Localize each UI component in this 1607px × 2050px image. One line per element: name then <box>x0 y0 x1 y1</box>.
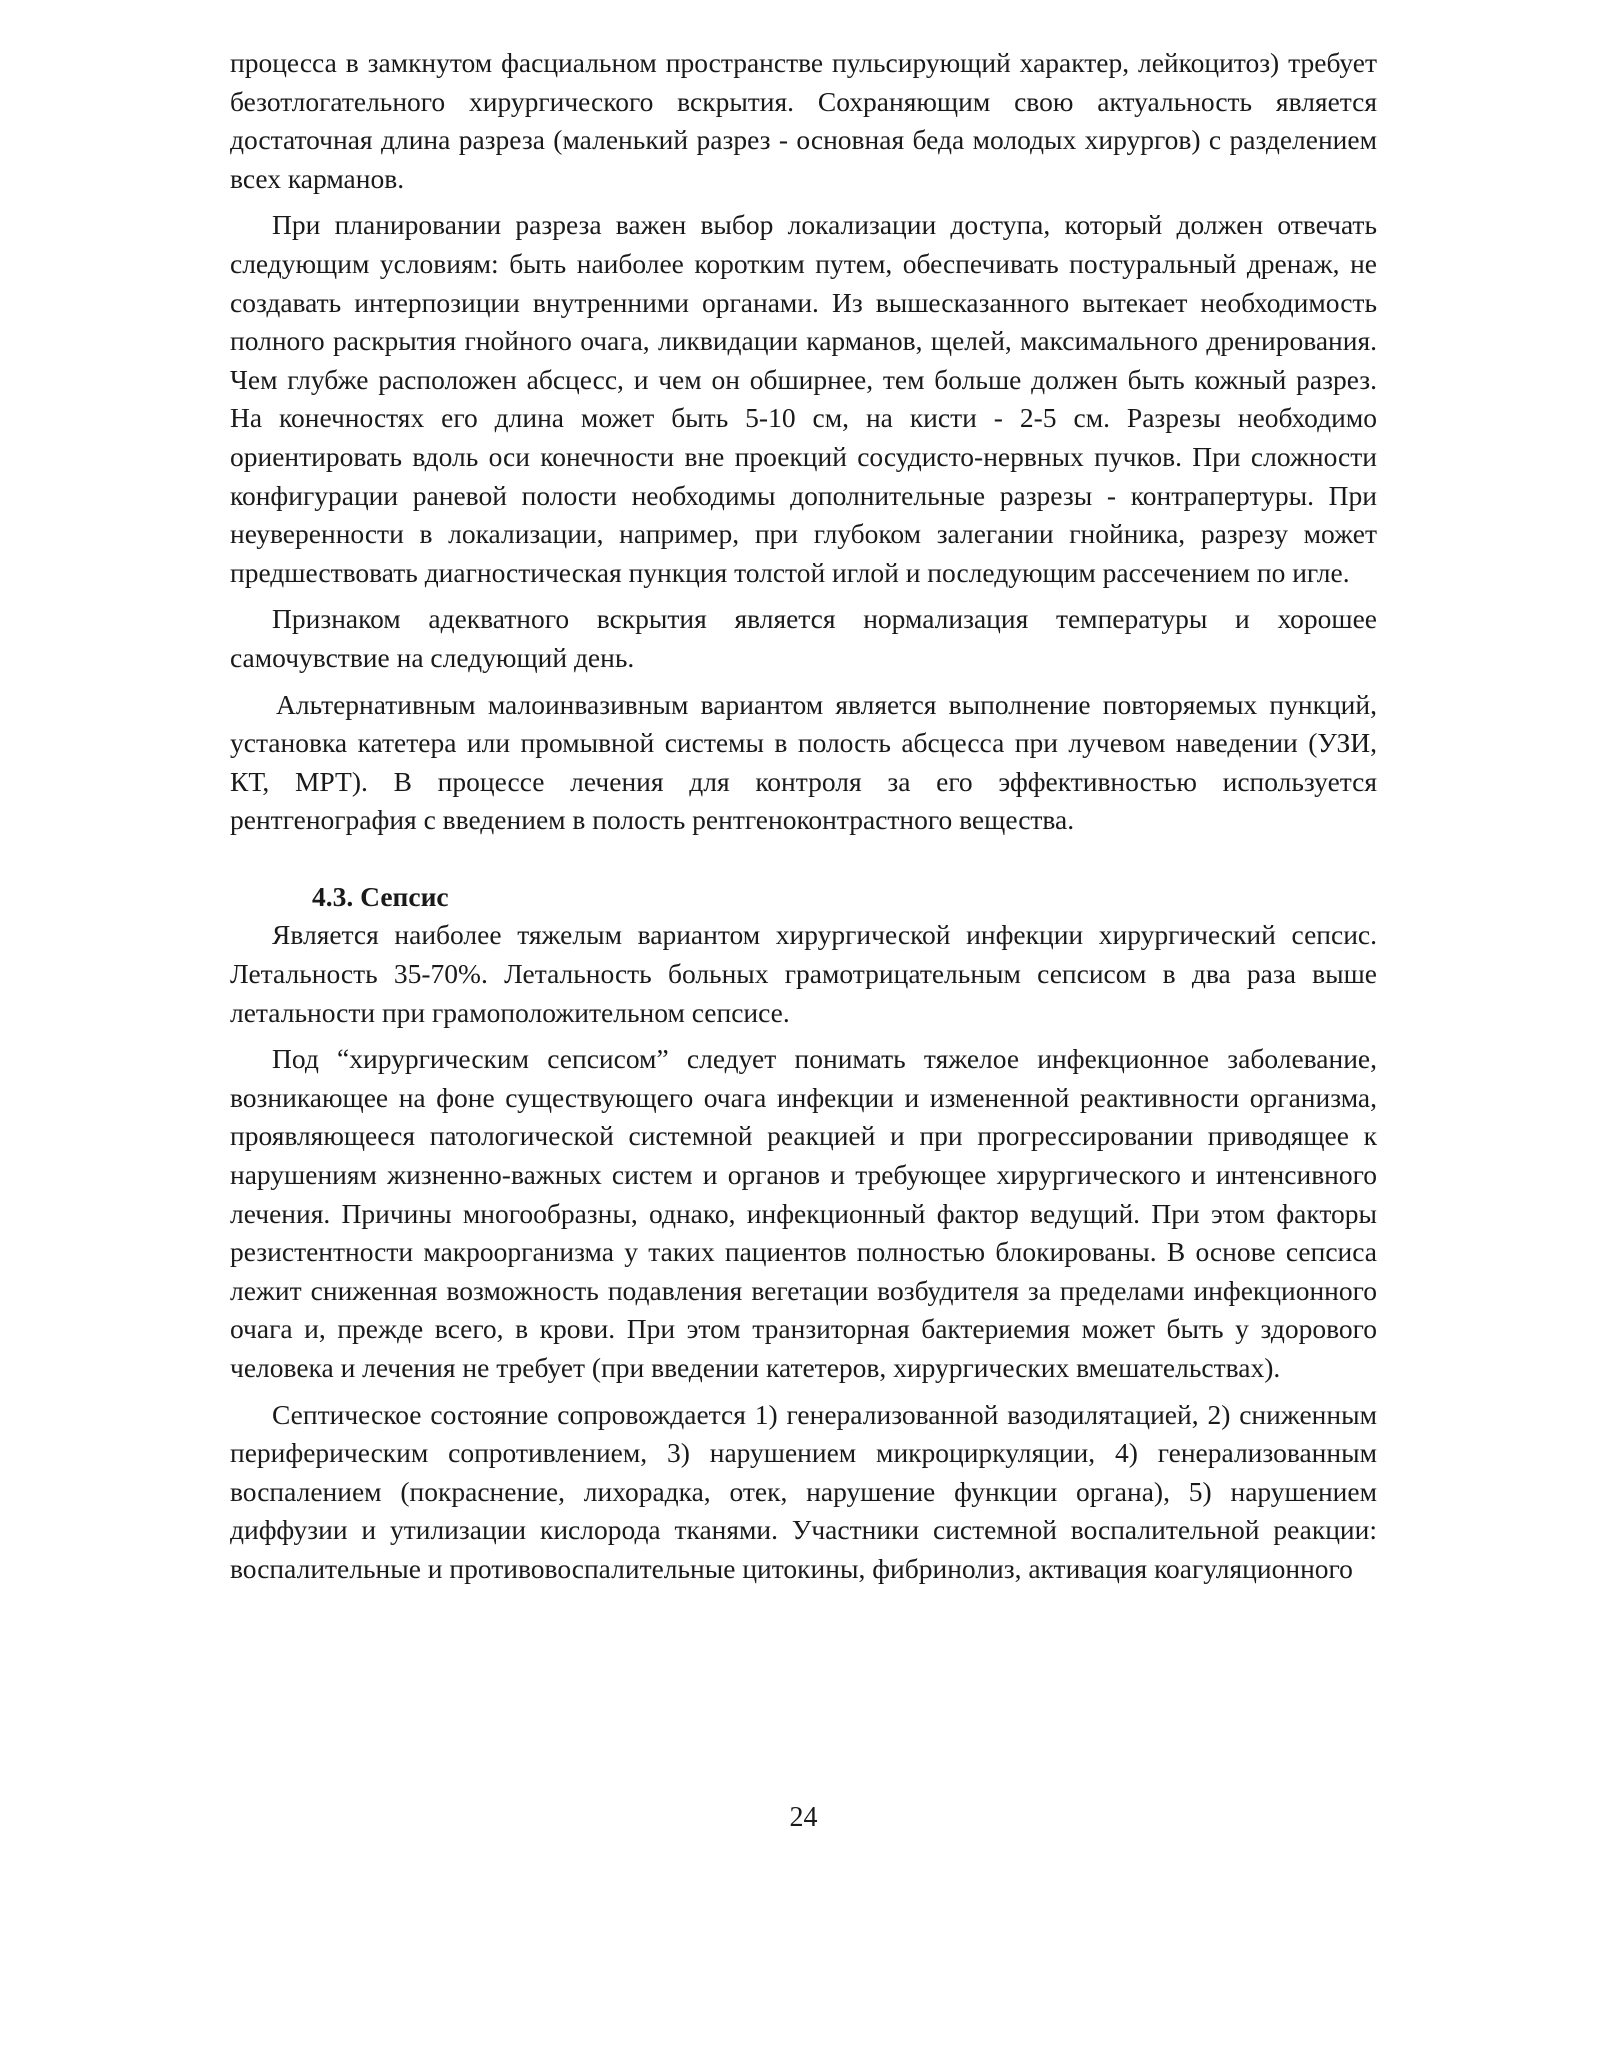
paragraph-sepsis-lethality: Является наиболее тяжелым вариантом хирургической инфекции хирургический сепсис. Летальность 35-70%. Летальность больных грамотрицательным сепсисом в два раза выше летальности при грамоположительном сепсисе. <box>230 919 1377 1028</box>
section-heading-sepsis: 4.3. Сепсис <box>312 880 449 912</box>
paragraph-sepsis-definition: Под “хирургическим сепсисом” следует понимать тяжелое инфекционное заболевание, возникающее на фоне существующего очага инфекции и измененной реактивности организма, проявляющееся патологической системной реакцией и при прогрессировании приводящее к нарушениям жизненно-важных систем и органов и требующее хирургического и интенсивного лечения. Причины многообразны, однако, инфекционный фактор ведущий. При этом факторы резистентности макроорганизма у таких пациентов полностью блокированы. В основе сепсиса лежит сниженная возможность подавления вегетации возбудителя за пределами инфекционного очага и, прежде всего, в крови. При этом транзиторная бактериемия может быть у здорового человека и лечения не требует (при введении катетеров, хирургических вмешательствах). <box>230 1043 1377 1383</box>
paragraph-abscess-incision: процесса в замкнутом фасциальном пространстве пульсирующий характер, лейкоцитоз) требует безотлогательного хирургического вскрытия. Сохраняющим свою актуальность является достаточная длина разреза (маленький разрез - основная беда молодых хирургов) с разделением всех карманов. <box>230 47 1377 194</box>
document-page <box>230 44 1377 1597</box>
paragraph-septic-state: Септическое состояние сопровождается 1) генерализованной вазодилятацией, 2) сниженным периферическим сопротивлением, 3) нарушением микроциркуляции, 4) генерализованным воспалением (покраснение, лихорадка, отек, нарушение функции органа), 5) нарушением диффузии и утилизации кислорода тканями. Участники системной воспалительной реакции: воспалительные и противовоспалительные цитокины, фибринолиз, активация коагуляционного <box>230 1398 1377 1584</box>
page-number: 24 <box>789 1802 818 1833</box>
section-spacer <box>230 848 1377 878</box>
paragraph-adequate-opening: Признаком адекватного вскрытия является нормализация температуры и хорошее самочувствие на следующий день. <box>230 603 1377 673</box>
paragraph-incision-planning: При планировании разреза важен выбор локализации доступа, который должен отвечать следующим условиям: быть наиболее коротким путем, обеспечивать постуральный дренаж, не создавать интерпозиции внутренними органами. Из вышесказанного вытекает необходимость полного раскрытия гнойного очага, ликвидации карманов, щелей, максимального дренирования. Чем глубже расположен абсцесс, и чем он обширнее, тем больше должен быть кожный разрез. На конечностях его длина может быть 5-10 см, на кисти - 2-5 см. Разрезы необходимо ориентировать вдоль оси конечности вне проекций сосудисто-нервных пучков. При сложности конфигурации раневой полости необходимы дополнительные разрезы - контрапертуры. При неуверенности в локализации, например, при глубоком залегании гнойника, разрезу может предшествовать диагностическая пункция толстой иглой и последующим рассечением по игле. <box>230 209 1377 588</box>
paragraph-minimally-invasive: Альтернативным малоинвазивным вариантом является выполнение повторяемых пункций, установка катетера или промывной системы в полость абсцесса при лучевом наведении (УЗИ, КТ, МРТ). В процессе лечения для контроля за его эффективностью используется рентгенография с введением в полость рентгеноконтрастного вещества. <box>230 688 1377 836</box>
